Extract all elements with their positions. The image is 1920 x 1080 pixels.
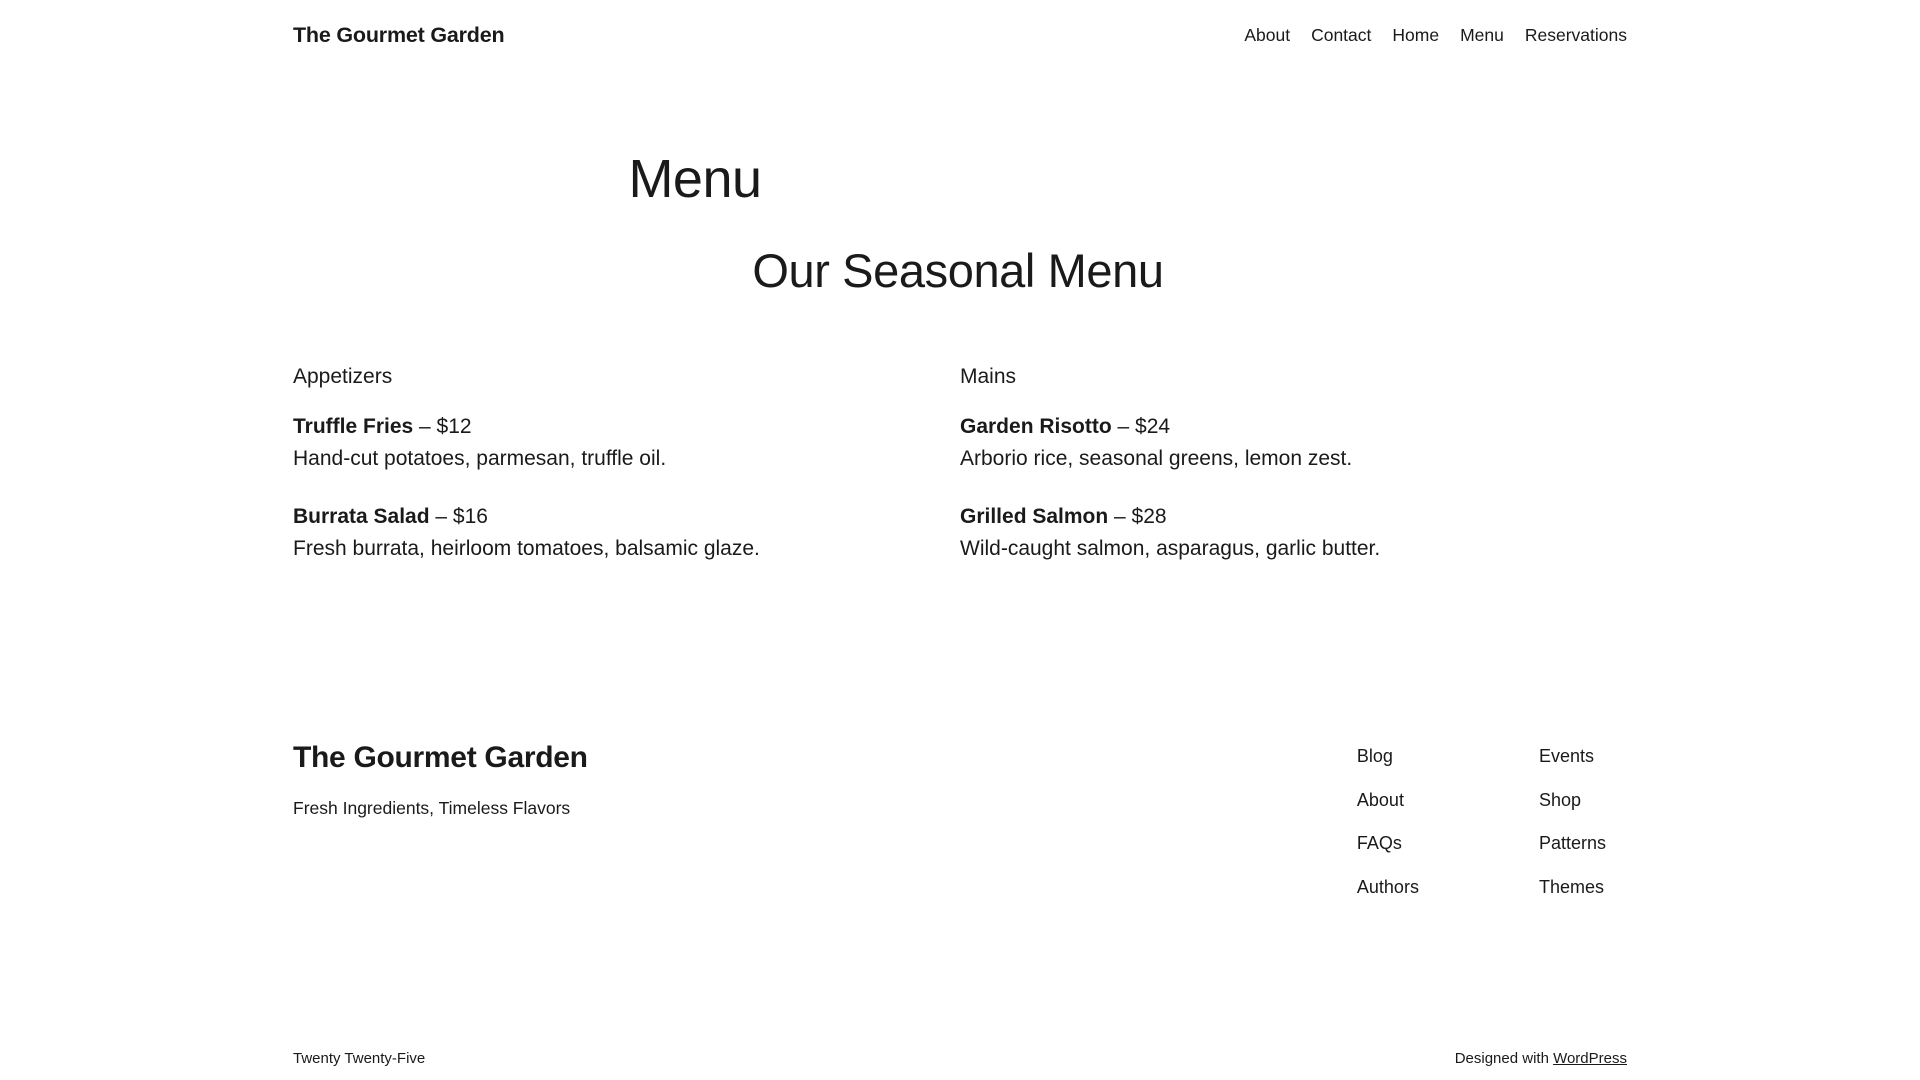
footer-link-column-1 [1357, 746, 1419, 898]
menu-item-name: Garden Risotto [960, 414, 1112, 438]
column-heading-appetizers: Appetizers [293, 364, 393, 388]
footer-theme-credit: Twenty Twenty-Five [293, 1050, 426, 1067]
footer-link-authors[interactable]: Authors [1356, 876, 1419, 897]
menu-item-title-line [960, 503, 1627, 531]
footer-link-about[interactable]: About [1356, 789, 1404, 810]
menu-item-description: Wild-caught salmon, asparagus, garlic butter. [960, 537, 1381, 560]
footer-brand [293, 740, 588, 821]
menu-item-price: – $12 [419, 414, 472, 438]
section-heading: Our Seasonal Menu [752, 244, 1164, 298]
footer-site-title[interactable]: The Gourmet Garden [293, 741, 588, 774]
footer-link-groups [1357, 740, 1627, 898]
site-footer [0, 740, 1920, 1067]
menu-column-appetizers [293, 364, 960, 564]
footer-link-patterns[interactable]: Patterns [1538, 833, 1606, 854]
nav-item-menu[interactable]: Menu [1460, 25, 1504, 46]
menu-item [960, 413, 1627, 474]
menu-item-price: – $16 [435, 504, 488, 528]
menu-column-mains [960, 364, 1627, 564]
menu-item [960, 503, 1627, 564]
menu-columns [0, 300, 1920, 564]
footer-link-themes[interactable]: Themes [1538, 876, 1604, 897]
menu-item [293, 413, 960, 474]
footer-link-blog[interactable]: Blog [1356, 746, 1393, 766]
menu-item-title-line [293, 503, 960, 531]
nav-item-reservations[interactable]: Reservations [1524, 25, 1627, 46]
menu-item [293, 503, 960, 564]
menu-item-name: Grilled Salmon [960, 504, 1109, 528]
menu-item-name: Truffle Fries [293, 414, 414, 438]
footer-link-events[interactable]: Events [1538, 746, 1594, 766]
footer-link-column-2 [1539, 746, 1606, 898]
primary-navigation [1244, 27, 1627, 45]
footer-top [293, 740, 1627, 898]
nav-item-home[interactable]: Home [1392, 25, 1440, 46]
site-header [0, 0, 1920, 72]
menu-item-description: Arborio rice, seasonal greens, lemon zest. [960, 447, 1353, 471]
wordpress-link[interactable]: WordPress [1553, 1050, 1627, 1067]
site-title[interactable]: The Gourmet Garden [293, 23, 505, 48]
footer-tagline: Fresh Ingredients, Timeless Flavors [293, 798, 571, 818]
footer-bottom [0, 1050, 1920, 1068]
nav-item-contact[interactable]: Contact [1311, 25, 1372, 46]
footer-link-shop[interactable]: Shop [1538, 789, 1581, 810]
column-heading-mains: Mains [960, 364, 1017, 388]
menu-item-price: – $24 [1117, 414, 1171, 438]
menu-item-name: Burrata Salad [293, 504, 430, 528]
menu-item-description: Fresh burrata, heirloom tomatoes, balsamic glaze. [293, 537, 760, 560]
main-content [0, 150, 1920, 563]
nav-item-about[interactable]: About [1244, 25, 1291, 46]
menu-item-title-line [293, 413, 960, 441]
menu-item-price: – $28 [1114, 504, 1167, 528]
footer-designed-prefix: Designed with [1454, 1050, 1554, 1067]
footer-link-faqs[interactable]: FAQs [1356, 833, 1402, 854]
page-title: Menu [628, 149, 762, 209]
menu-item-description: Hand-cut potatoes, parmesan, truffle oil. [293, 447, 667, 471]
footer-designed-with [1455, 1050, 1627, 1068]
menu-item-title-line [960, 413, 1627, 441]
